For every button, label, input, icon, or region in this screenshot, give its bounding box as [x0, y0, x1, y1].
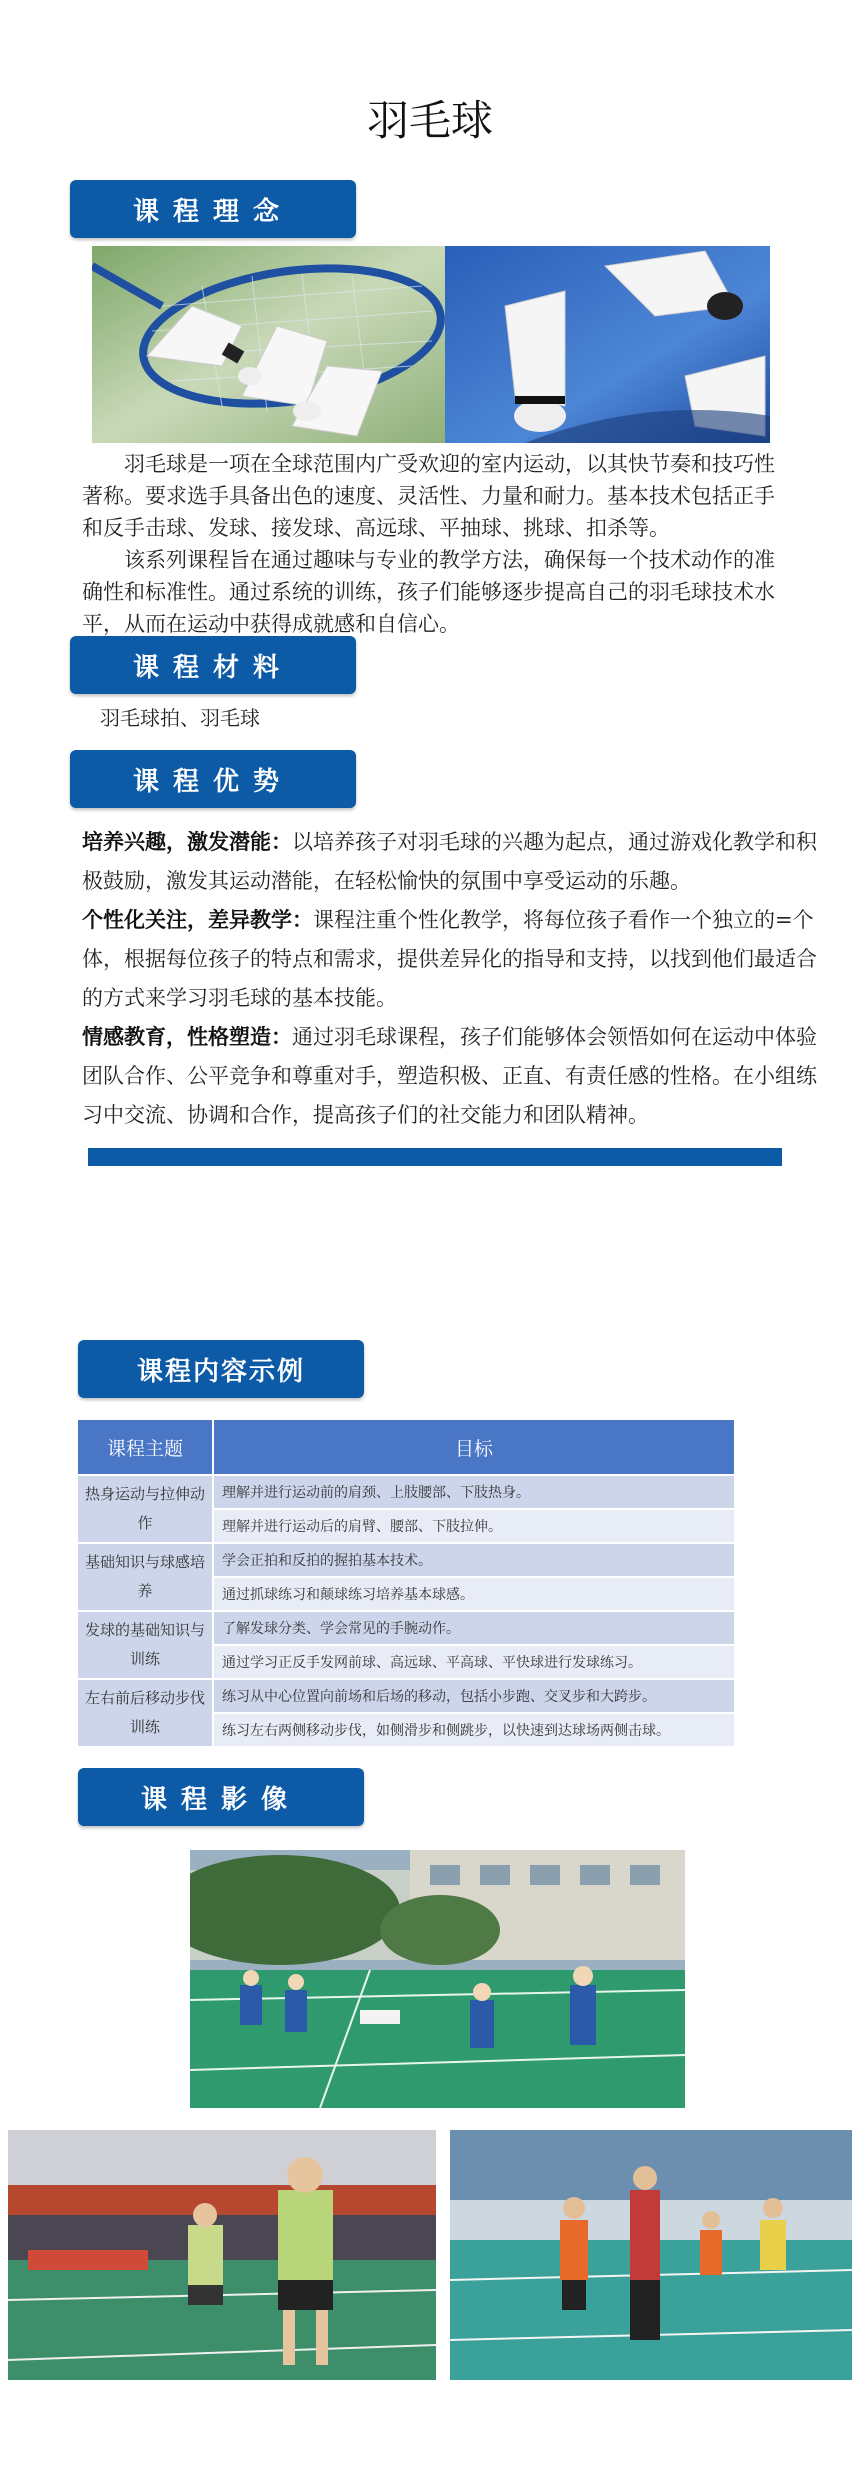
table-goal-cell: 理解并进行运动后的肩臂、腰部、下肢拉伸。 — [213, 1509, 735, 1543]
table-topic-cell: 基础知识与球感培养 — [77, 1543, 213, 1611]
section-header-content-example: 课程内容示例 — [78, 1340, 364, 1398]
advantage-item — [82, 822, 817, 901]
section-header-philosophy: 课程理念 — [70, 180, 356, 238]
advantage-text: 通过羽毛球课程，孩子们能够体会领悟如何在运动中体验团队合作、公平竞争和尊重对手，塑造积极、正直、有责任感的性格。在小组练习中交流、协调和合作，提高孩子们的社交能力和团队精神。 — [82, 1025, 817, 1127]
table-header-topic: 课程主题 — [77, 1419, 213, 1475]
intro-paragraph-1: 羽毛球是一项在全球范围内广受欢迎的室内运动，以其快节奏和技巧性著称。要求选手具备出色的速度、灵活性、力量和耐力。基本技术包括正手和反手击球、发球、接发球、高远球、平抽球、挑球、扣杀等。 — [82, 452, 775, 540]
advantage-text: 以培养孩子对羽毛球的兴趣为起点，通过游戏化教学和积极鼓励，激发其运动潜能，在轻松愉快的氛围中享受运动的乐趣。 — [82, 830, 817, 893]
section-header-advantages: 课程优势 — [70, 750, 356, 808]
advantage-item — [82, 900, 817, 1018]
table-topic-cell: 发球的基础知识与训练 — [77, 1611, 213, 1679]
table-row — [77, 1679, 735, 1713]
table-topic-cell: 左右前后移动步伐训练 — [77, 1679, 213, 1747]
table-row — [77, 1543, 735, 1577]
table-topic-cell: 热身运动与拉伸动作 — [77, 1475, 213, 1543]
section-header-gallery: 课程影像 — [78, 1768, 364, 1826]
class-photo-outdoor — [190, 1850, 685, 2108]
table-goal-cell: 理解并进行运动前的肩颈、上肢腰部、下肢热身。 — [213, 1475, 735, 1509]
advantage-head: 个性化关注，差异教学： — [82, 907, 313, 932]
shuttlecock-blue-photo — [445, 246, 770, 443]
section-divider-bar — [88, 1148, 782, 1166]
section-header-materials: 课程材料 — [70, 636, 356, 694]
table-goal-cell: 通过学习正反手发网前球、高远球、平高球、平快球进行发球练习。 — [213, 1645, 735, 1679]
advantage-item — [82, 1017, 817, 1135]
table-header-goal: 目标 — [213, 1419, 735, 1475]
table-goal-cell: 练习左右两侧移动步伐，如侧滑步和侧跳步，以快速到达球场两侧击球。 — [213, 1713, 735, 1747]
course-content-table — [76, 1418, 736, 1748]
table-goal-cell: 学会正拍和反拍的握拍基本技术。 — [213, 1543, 735, 1577]
table-goal-cell: 练习从中心位置向前场和后场的移动，包括小步跑、交叉步和大跨步。 — [213, 1679, 735, 1713]
table-goal-cell: 通过抓球练习和颠球练习培养基本球感。 — [213, 1577, 735, 1611]
advantage-text: 课程注重个性化教学，将每位孩子看作一个独立的=个体，根据每位孩子的特点和需求，提供差异化的指导和支持，以找到他们最适合的方式来学习羽毛球的基本技能。 — [82, 908, 817, 1010]
table-row — [77, 1475, 735, 1509]
class-photo-indoor-left — [8, 2130, 436, 2380]
page-title: 羽毛球 — [366, 96, 493, 145]
advantage-head: 情感教育，性格塑造： — [82, 1024, 292, 1049]
table-header-row — [77, 1419, 735, 1475]
advantage-head: 培养兴趣，激发潜能： — [82, 829, 292, 854]
class-photo-indoor-right — [450, 2130, 852, 2380]
intro-paragraph-2: 该系列课程旨在通过趣味与专业的教学方法，确保每一个技术动作的准确性和标准性。通过系统的训练，孩子们能够逐步提高自己的羽毛球技术水平，从而在运动中获得成就感和自信心。 — [82, 548, 775, 636]
table-goal-cell: 了解发球分类、学会常见的手腕动作。 — [213, 1611, 735, 1645]
shuttlecock-racket-photo — [92, 246, 445, 443]
materials-text: 羽毛球拍、羽毛球 — [100, 706, 260, 730]
table-row — [77, 1611, 735, 1645]
